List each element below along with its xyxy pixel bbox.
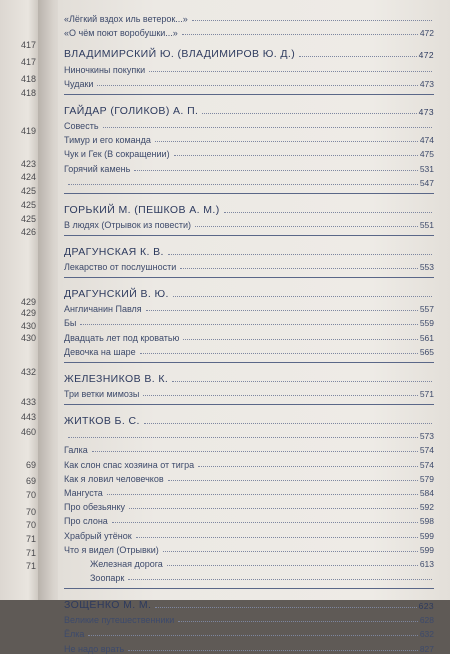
- author-name: ЗОЩЕНКО М. М.: [64, 599, 152, 612]
- entry-title: Ниночкины покупки: [64, 64, 146, 75]
- leader-dots: [97, 85, 417, 86]
- entry-title: Чудаки: [64, 78, 94, 89]
- entry-title: Тимур и его команда: [64, 135, 151, 146]
- leader-dots: [202, 113, 416, 114]
- entry-title: Девочка на шаре: [64, 346, 136, 357]
- leader-dots: [129, 508, 418, 509]
- page-number: 632: [419, 629, 434, 640]
- page-number: 598: [419, 516, 434, 527]
- toc-entry: [64, 300, 434, 314]
- toc-entry: [64, 526, 434, 540]
- toc-entry: [64, 75, 434, 89]
- page-number: 571: [419, 389, 434, 399]
- leader-dots: [192, 20, 432, 21]
- toc-entry: [64, 328, 434, 342]
- entry-title: Про слона: [64, 516, 108, 527]
- toc-entry: [64, 24, 434, 38]
- leader-dots: [163, 551, 418, 552]
- toc-entry: [64, 145, 434, 159]
- page-number: 474: [419, 135, 434, 146]
- author-name: ВЛАДИМИРСКИЙ Ю. (ВЛАДИМИРОВ Ю. Д.): [64, 48, 296, 61]
- toc-author: [64, 408, 434, 427]
- leader-dots: [182, 34, 418, 35]
- leader-dots: [172, 381, 432, 382]
- toc-entry: [64, 455, 434, 469]
- leader-dots: [68, 437, 418, 438]
- left-page-number: 70: [25, 507, 36, 517]
- left-page-number: 417: [20, 40, 36, 50]
- entry-title: «Лёгкий вздох иль ветерок...»: [64, 14, 188, 25]
- leader-dots: [80, 324, 417, 325]
- page-number: 551: [419, 219, 434, 230]
- page-number: 565: [419, 346, 434, 357]
- leader-dots: [178, 621, 417, 622]
- entry-title: Горячий камень: [64, 163, 131, 174]
- toc-entry: [64, 10, 434, 24]
- page-number: 574: [419, 459, 434, 470]
- toc-author: [64, 98, 434, 117]
- author-name: ГАЙДАР (ГОЛИКОВ) А. П.: [64, 104, 199, 117]
- leader-dots: [174, 155, 418, 156]
- toc-entry: [64, 625, 434, 639]
- page-number: 559: [419, 318, 434, 329]
- left-page-number: 71: [25, 548, 36, 558]
- leader-dots: [168, 480, 418, 481]
- leader-dots: [112, 522, 418, 523]
- toc-entry: [64, 427, 434, 441]
- page-number: 531: [419, 163, 434, 174]
- left-page-number: 71: [25, 561, 36, 571]
- entry-title: Как я ловил человечков: [64, 473, 164, 484]
- left-page-number: 70: [25, 490, 36, 500]
- toc-entry: [64, 174, 434, 188]
- leader-dots: [140, 353, 418, 354]
- left-page-number: 70: [25, 520, 36, 530]
- leader-dots: [128, 579, 432, 580]
- leader-dots: [183, 339, 417, 340]
- leader-dots: [180, 268, 418, 269]
- left-page-number: 429: [20, 297, 36, 307]
- toc-entry: [64, 159, 434, 173]
- entry-title: Как слон спас хозяина от тигра: [64, 459, 195, 470]
- page-number: 599: [419, 544, 434, 555]
- leader-dots: [168, 254, 432, 255]
- toc-entry: [64, 343, 434, 357]
- page-number: 592: [419, 502, 434, 513]
- entry-title: Бы: [64, 318, 77, 329]
- leader-dots: [224, 212, 432, 213]
- toc-author: [64, 281, 434, 300]
- leader-dots: [299, 56, 416, 57]
- left-page-number: 71: [25, 534, 36, 544]
- page-number: 628: [419, 615, 434, 626]
- toc-entry: [64, 555, 434, 569]
- table-of-contents: [64, 10, 434, 654]
- leader-dots: [155, 141, 418, 142]
- author-name: ЖИТКОВ Б. С.: [64, 415, 140, 427]
- right-page: [58, 0, 450, 654]
- toc-entry: [64, 569, 434, 583]
- section-divider: [64, 277, 434, 278]
- page-number: 472: [419, 28, 434, 39]
- leader-dots: [134, 170, 418, 171]
- page-number: 613: [419, 558, 434, 569]
- toc-author: [64, 366, 434, 385]
- left-page-number: 432: [20, 367, 36, 377]
- toc-entry: [64, 60, 434, 74]
- author-name: ДРАГУНСКАЯ К. В.: [64, 245, 164, 258]
- author-name: ДРАГУНСКИЙ В. Ю.: [64, 288, 169, 301]
- left-page-number: 426: [20, 227, 36, 237]
- left-page-number: 430: [20, 321, 36, 331]
- toc-entry: [64, 611, 434, 625]
- entry-title: Про обезьянку: [64, 502, 126, 513]
- entry-title: Мангуста: [64, 487, 103, 498]
- toc-author: [64, 41, 434, 60]
- leader-dots: [173, 296, 432, 297]
- toc-entry: [64, 314, 434, 328]
- leader-dots: [103, 127, 432, 128]
- left-page-number: 430: [20, 333, 36, 343]
- left-page-number: 425: [20, 186, 36, 196]
- left-page-number: 443: [20, 412, 36, 422]
- toc-entry: [64, 639, 434, 653]
- leader-dots: [195, 226, 418, 227]
- toc-author: [64, 239, 434, 258]
- author-name: ЖЕЛЕЗНИКОВ В. К.: [64, 372, 169, 385]
- toc-entry: [64, 498, 434, 512]
- section-divider: [64, 235, 434, 236]
- left-page: [0, 0, 40, 600]
- page-number: 584: [419, 487, 434, 498]
- toc-entry: [64, 541, 434, 555]
- page-number: 574: [419, 445, 434, 456]
- left-page-number: 425: [20, 214, 36, 224]
- leader-dots: [128, 650, 418, 651]
- entry-title: Великие путешественники: [64, 615, 175, 626]
- toc-author: [64, 592, 434, 611]
- left-page-number: 425: [20, 200, 36, 210]
- section-divider: [64, 362, 434, 363]
- page-number: 573: [419, 431, 434, 442]
- left-page-number: 424: [20, 172, 36, 182]
- leader-dots: [88, 635, 417, 636]
- leader-dots: [167, 565, 418, 566]
- page-number: 473: [418, 106, 434, 117]
- toc-entry: [64, 512, 434, 526]
- section-divider: [64, 193, 434, 194]
- entry-title: Не надо врать: [64, 643, 125, 654]
- entry-title: Храбрый утёнок: [64, 530, 132, 541]
- section-divider: [64, 404, 434, 405]
- leader-dots: [92, 451, 418, 452]
- page-number: 579: [419, 473, 434, 484]
- entry-title: Железная дорога: [90, 558, 163, 569]
- left-page-number: 433: [20, 397, 36, 407]
- leader-dots: [68, 184, 418, 185]
- entry-title: «О чём поют воробушки...»: [64, 28, 178, 39]
- toc-entry: [64, 470, 434, 484]
- toc-entry: [64, 441, 434, 455]
- leader-dots: [136, 537, 418, 538]
- author-name: ГОРЬКИЙ М. (ПЕШКОВ А. М.): [64, 203, 220, 216]
- leader-dots: [146, 310, 418, 311]
- entry-title: Совесть: [64, 120, 99, 131]
- left-page-number: 418: [20, 74, 36, 84]
- toc-entry: [64, 131, 434, 145]
- page-number: 547: [419, 177, 434, 188]
- toc-entry: [64, 216, 434, 230]
- page-number: 473: [419, 78, 434, 89]
- entry-title: Двадцать лет под кроватью: [64, 332, 180, 343]
- entry-title: Три ветки мимозы: [64, 389, 140, 399]
- page-number: 472: [418, 50, 434, 61]
- page-number: 553: [419, 262, 434, 273]
- left-page-number: 417: [20, 57, 36, 67]
- entry-title: Галка: [64, 445, 88, 456]
- leader-dots: [144, 423, 432, 424]
- entry-title: Чук и Гек (В сокращении): [64, 149, 170, 160]
- page-number: 827: [419, 643, 434, 654]
- left-page-number: 69: [25, 460, 36, 470]
- leader-dots: [107, 494, 418, 495]
- toc-entry: [64, 385, 434, 399]
- leader-dots: [198, 466, 418, 467]
- entry-title: В людях (Отрывок из повести): [64, 219, 192, 230]
- leader-dots: [155, 607, 416, 608]
- page-number: 561: [419, 332, 434, 343]
- page-number: 475: [419, 149, 434, 160]
- toc-entry: [64, 484, 434, 498]
- entry-title: Зоопарк: [90, 573, 125, 584]
- toc-entry: [64, 258, 434, 272]
- toc-author: [64, 197, 434, 216]
- left-page-number: 429: [20, 308, 36, 318]
- entry-title: Англичанин Павля: [64, 304, 142, 315]
- leader-dots: [149, 71, 432, 72]
- section-divider: [64, 588, 434, 589]
- section-divider: [64, 94, 434, 95]
- entry-title: Что я видел (Отрывки): [64, 544, 159, 555]
- page-number: 623: [418, 601, 434, 612]
- page-number: 599: [419, 530, 434, 541]
- toc-entry: [64, 117, 434, 131]
- page-number: 557: [419, 304, 434, 315]
- leader-dots: [143, 395, 417, 396]
- left-page-number: 423: [20, 159, 36, 169]
- left-page-number: 418: [20, 88, 36, 98]
- left-page-number: 419: [20, 126, 36, 136]
- entry-title: Лекарство от послушности: [64, 262, 177, 273]
- left-page-number: 460: [20, 427, 36, 437]
- left-page-number: 69: [25, 476, 36, 486]
- entry-title: Ёлка: [64, 629, 85, 640]
